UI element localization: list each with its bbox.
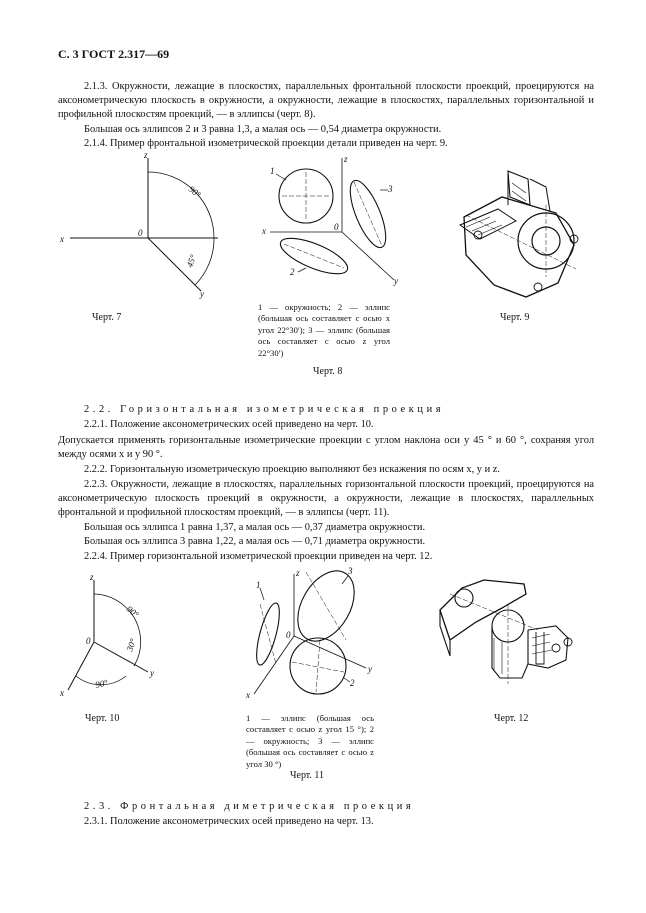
- para-2-2-2: 2.2.2. Горизонтальную изометрическую проекцию выполняют без искажения по осям x, y и z.: [84, 464, 500, 475]
- para-ellipse-axes: Большая ось эллипсов 2 и 3 равна 1,3, а малая ось — 0,54 диаметра окружности.: [84, 124, 442, 135]
- para-2-1-4: 2.1.4. Пример фронтальной изометрической проекции детали приведен на черт. 9.: [84, 138, 448, 149]
- section-2-2-title: 2.2. Горизонтальная изометрическая проекция: [84, 404, 445, 415]
- figure-7-caption: Черт. 7: [92, 312, 122, 323]
- fig10-angle-90-top: 90°: [124, 603, 141, 620]
- para-2-1-3: 2.1.3. Окружности, лежащие в плоскостях, параллельных фронтальной плоскости проекций, проецируются на аксонометрическую плоскость в окружности, а окружности, лежащие в плоскостях, параллельных горизонтальной и профильной плоскостям проекций, — в эллипсы (черт. 8).: [58, 81, 594, 121]
- para-2-2-1b: Допускается применять горизонтальные изометрические проекции с углом наклона оси y 45 ° и 60 °, сохраняя угол между осями x и y 90 °.: [58, 435, 594, 461]
- figure-8-legend: 1 — окружность; 2 — эллипс (большая ось составляет с осью x угол 22°30′); 3 — эллипс (большая ось составляет с осью z угол 22°30′): [258, 302, 390, 358]
- figure-11-circles: [244, 560, 384, 700]
- figure-12-drawing: [432, 568, 582, 698]
- figure-8-circles: [262, 150, 412, 290]
- figure-10-axes: [58, 572, 198, 700]
- fig11-origin-label: 0: [286, 630, 291, 640]
- fig8-y-label: y: [394, 276, 398, 286]
- para-2-2-3: 2.2.3. Окружности, лежащие в плоскостях, параллельных горизонтальной плоскости проекций, проецируются на аксонометрическую плоскость проекций в окружности, а окружности, лежащие в плоскостях, параллельных фронтальной и профильной плоскостям проекций, — в эллипсы (черт. 11).: [58, 479, 594, 519]
- figure-8-caption: Черт. 8: [313, 366, 343, 377]
- fig8-num-2: 2: [290, 267, 295, 277]
- figure-9-drawing: [446, 165, 586, 300]
- figure-11-legend: 1 — эллипс (большая ось составляет с осью z угол 15 °); 2 — окружность; 3 — эллипс (большая ось составляет с осью z угол 30 °): [246, 713, 374, 769]
- figure-9-caption: Черт. 9: [500, 312, 530, 323]
- para-ellipse-3: Большая ось эллипса 3 равна 1,22, а малая ось — 0,71 диаметра окружности.: [84, 536, 426, 547]
- fig8-z-label: z: [344, 154, 348, 164]
- para-2-3-1: 2.3.1. Положение аксонометрических осей приведено на черт. 13.: [84, 816, 374, 827]
- fig7-origin-label: 0: [138, 228, 143, 238]
- fig10-y-label: y: [150, 668, 154, 678]
- fig7-angle-90: 90°: [186, 183, 203, 200]
- fig7-arc-90: [148, 172, 214, 238]
- fig7-z-label: z: [144, 150, 148, 160]
- section-2-3-title: 2.3. Фронтальная диметрическая проекция: [84, 801, 415, 812]
- para-ellipse-1: Большая ось эллипса 1 равна 1,37, а малая ось — 0,37 диаметра окружности.: [84, 522, 426, 533]
- fig11-y-label: y: [368, 664, 372, 674]
- figure-10-caption: Черт. 10: [85, 713, 120, 724]
- figure-11-caption: Черт. 11: [290, 770, 325, 781]
- para-2-2-4: 2.2.4. Пример горизонтальной изометрической проекции приведен на черт. 12.: [84, 551, 433, 562]
- fig8-num-1: 1: [270, 166, 275, 176]
- figure-12-caption: Черт. 12: [494, 713, 529, 724]
- fig10-angle-30: 30°: [124, 637, 139, 653]
- fig11-num-3: 3: [348, 566, 353, 576]
- fig11-num-1: 1: [256, 580, 261, 590]
- fig8-ellipse-3: [343, 176, 393, 252]
- fig10-origin-label: 0: [86, 636, 91, 646]
- fig10-x-label: x: [60, 688, 64, 698]
- fig7-angle-45: 45°: [184, 253, 199, 269]
- fig8-origin-label: 0: [334, 222, 339, 232]
- fig7-y-label: y: [200, 289, 204, 299]
- fig8-num-3: 3: [388, 184, 393, 194]
- fig10-z-label: z: [90, 572, 94, 582]
- fig7-x-label: x: [60, 234, 64, 244]
- fig10-angle-90-bottom: 90°: [94, 677, 109, 690]
- fig11-x-label: x: [246, 690, 250, 700]
- fig11-num-2: 2: [350, 678, 355, 688]
- para-2-2-1: 2.2.1. Положение аксонометрических осей приведено на черт. 10.: [84, 419, 374, 430]
- fig8-x-label: x: [262, 226, 266, 236]
- page-header: С. 3 ГОСТ 2.317—69: [58, 47, 170, 61]
- fig11-z-label: z: [296, 568, 300, 578]
- fig7-arc-45: [195, 238, 214, 285]
- figure-7-axes: [58, 150, 228, 300]
